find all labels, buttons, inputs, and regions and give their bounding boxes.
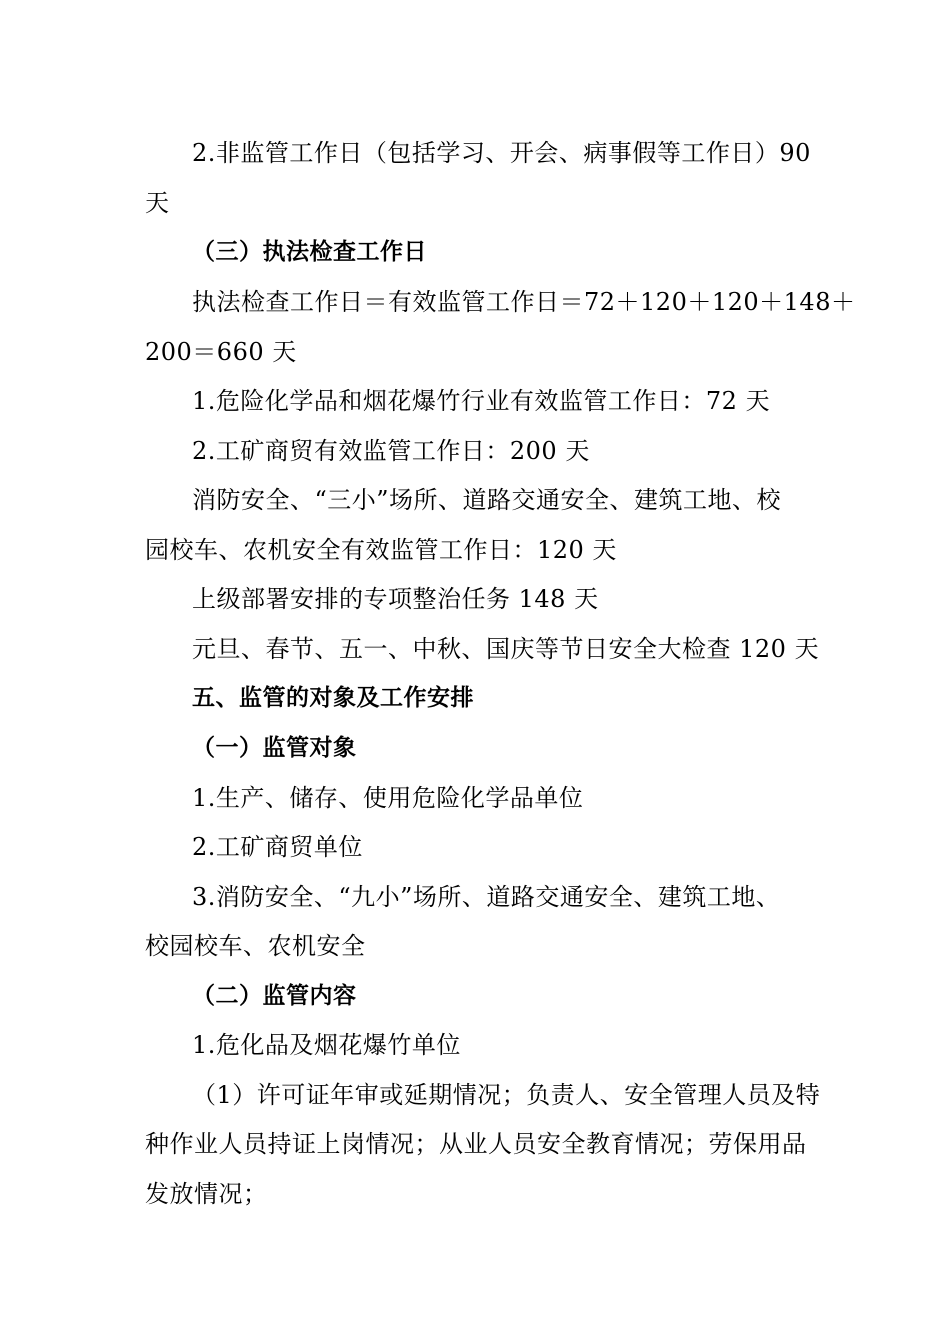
- paragraph-line: 校园校车、农机安全: [145, 932, 366, 960]
- paragraph-line: 发放情况；: [145, 1180, 268, 1208]
- paragraph-line: 2.工矿商贸有效监管工作日：200 天: [192, 437, 590, 465]
- paragraph-line: 3.消防安全、“九小”场所、道路交通安全、建筑工地、: [192, 883, 781, 911]
- paragraph-line: 园校车、农机安全有效监管工作日：120 天: [145, 536, 617, 564]
- paragraph-line: 元旦、春节、五一、中秋、国庆等节日安全大检查 120 天: [192, 635, 820, 663]
- paragraph-line: 2.非监管工作日（包括学习、开会、病事假等工作日）90: [192, 139, 811, 167]
- section-heading: （三）执法检查工作日: [192, 239, 427, 265]
- paragraph-line: 种作业人员持证上岗情况；从业人员安全教育情况；劳保用品: [145, 1130, 807, 1158]
- paragraph-line: 天: [145, 189, 170, 217]
- paragraph-line: 消防安全、“三小”场所、道路交通安全、建筑工地、校: [192, 486, 782, 514]
- section-heading: （二）监管内容: [192, 983, 357, 1009]
- paragraph-line: 200＝660 天: [145, 338, 297, 366]
- paragraph-line: 上级部署安排的专项整治任务 148 天: [192, 585, 599, 613]
- paragraph-line: 1.生产、储存、使用危险化学品单位: [192, 784, 584, 812]
- section-heading: （一）监管对象: [192, 735, 357, 761]
- paragraph-line: （1）许可证年审或延期情况；负责人、安全管理人员及特: [192, 1081, 821, 1109]
- paragraph-line: 1.危化品及烟花爆竹单位: [192, 1031, 461, 1059]
- chapter-heading: 五、监管的对象及工作安排: [192, 685, 474, 711]
- paragraph-line: 1.危险化学品和烟花爆竹行业有效监管工作日：72 天: [192, 387, 771, 415]
- paragraph-line: 2.工矿商贸单位: [192, 833, 363, 861]
- paragraph-line: 执法检查工作日＝有效监管工作日＝72＋120＋120＋148＋: [192, 288, 856, 316]
